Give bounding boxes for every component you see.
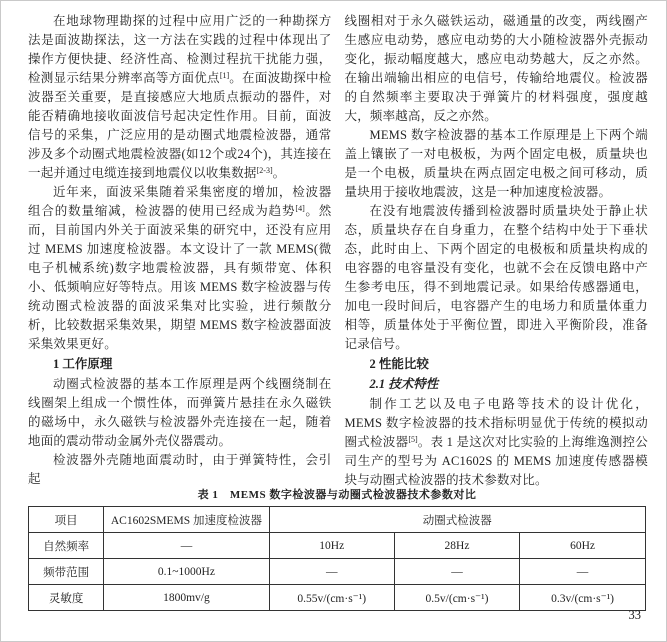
paragraph-coil-principle: 动圈式检波器的基本工作原理是两个线圈绕制在线圈架上组成一个惯性体，而弹簧片悬挂在永久磁铁的磁场中，永久磁铁与检波器外壳连接在一起，随着地面的震动带动金属外壳仪器震动。 [28, 377, 332, 448]
text-segment: 制作工艺以及电子电路等技术的设计优化，MEMS 数字检波器的技术指标明显优于传统的模拟动圈式检波器 [344, 397, 648, 449]
row-label-natural-frequency: 自然频率 [29, 533, 104, 559]
text-segment: 。然而，目前国内外关于面波采集的研究中，还没有应用过 MEMS 加速度检波器。本文设计了一款 MEMS(微电子机械系统)数字地震检波器，具有频带宽、体积小、低频响应好等特点。用该 MEMS 数字检波器与传统动圈式检波器的面波采集对比实验，进行频散分析，比较数据采集效果，期望 MEMS 数字检波器面波采集效果更好。 [28, 204, 332, 351]
table-row [29, 533, 646, 559]
parameters-table [28, 506, 646, 611]
text-segment: 。 [272, 166, 286, 180]
text-segment: 。表 1 是这次对比实验的上海维逸测控公司生产的型号为 AC1602S 的 MEMS 加速度传感器模块与动圈式检波器的技术参数对比。 [344, 435, 648, 487]
table-1-block [28, 488, 646, 611]
row-label-frequency-band: 频带范围 [29, 559, 104, 585]
paragraph-mems-balance: 在没有地震波传播到检波器时质量块处于静止状态，质量块存在自身重力，在整个结构中处于下垂状态，此时由上、下两个固定的电极板和质量块构成的电容器的电容量没有变化，也就不会在反馈电路中产生参考电压，得不到地震记录。如果给传感器通电，加电一段时间后，电容器产生的电场力和质量体重力相等，质量体处于平衡位置，即进入平衡阶段，准备记录信号。 [344, 204, 648, 351]
paragraph-technical-comparison [345, 395, 649, 490]
cell-value: — [104, 533, 269, 559]
cell-value: 0.55v/(cm·s⁻¹) [269, 585, 394, 611]
text-segment: 在地球物理勘探的过程中应用广泛的一种勘探方法是面波勘探法，这一方法在实践的过程中体现出了操作方便快捷、经济性高、检测过程抗干扰能力强，检测显示结果分辨率高等方面优点 [28, 14, 332, 85]
section-heading-working-principle: 1 工作原理 [53, 357, 113, 371]
article-body [28, 12, 648, 490]
text-segment: 。在面波勘探中检波器至关重要，是直接感应大地质点振动的器件，对能否精确地接收面波信号起决定性作用。目前，面波信号的采集，广泛应用的是动圈式地震检波器，通常涉及多个动圈式地震检波器(如12个或24个)，其连接在一起并通过电缆连接到地震仪以收集数据 [28, 71, 332, 180]
cell-value: — [520, 559, 646, 585]
cell-value: 1800mv/g [104, 585, 269, 611]
subsection-heading-technical-characteristics: 2.1 技术特性 [369, 377, 439, 391]
citation-ref-4: [4] [295, 204, 305, 214]
cell-value: 10Hz [269, 533, 394, 559]
citation-ref-2-3: [2-3] [256, 166, 273, 176]
table-caption: 表 1 MEMS 数字检波器与动圈式检波器技术参数对比 [197, 489, 477, 501]
header-cell-mems-geophone: AC1602SMEMS 加速度检波器 [104, 507, 269, 533]
paragraph-coil-principle-continued: 线圈相对于永久磁铁运动，磁通量的改变，两线圈产生感应电动势，感应电动势的大小随检波器外壳振动变化，振动幅度越大，感应电动势越大，反之亦然。在输出端输出相应的电信号，传输给地震仪。检波器的自然频率主要取决于弹簧片的材料强度，强度越大，频率越高，反之亦然。 [344, 14, 648, 123]
table-row [29, 559, 646, 585]
cell-value: 60Hz [520, 533, 646, 559]
table-row [29, 585, 646, 611]
right-column [345, 12, 649, 490]
header-cell-item: 项目 [29, 507, 104, 533]
cell-value: — [269, 559, 394, 585]
paragraph-shell-vibration: 检波器外壳随地面震动时，由于弹簧特性，会引起 [28, 453, 332, 486]
header-cell-moving-coil-geophone: 动圈式检波器 [269, 507, 645, 533]
cell-value: 0.5v/(cm·s⁻¹) [394, 585, 519, 611]
paragraph-mems-motivation [28, 183, 332, 354]
paragraph-survey-intro [28, 12, 332, 183]
row-label-sensitivity: 灵敏度 [29, 585, 104, 611]
cell-value: 0.1~1000Hz [104, 559, 269, 585]
citation-ref-5: [5] [408, 435, 418, 445]
page-number: 33 [628, 608, 641, 622]
section-heading-performance-comparison: 2 性能比较 [369, 357, 429, 371]
cell-value: — [394, 559, 519, 585]
text-segment: 近年来，面波采集随着采集密度的增加，检波器组合的数量缩减，检波器的使用已经成为趋势 [28, 185, 332, 218]
paragraph-mems-principle: MEMS 数字检波器的基本工作原理是上下两个端盖上镶嵌了一对电极板，为两个固定电极，质量块也是一个电极，质量块在两点固定电极之间可移动，质量块用于接收地震波，这是一种加速度检波器。 [344, 128, 648, 199]
citation-ref-1: [1] [219, 71, 230, 81]
cell-value: 0.3v/(cm·s⁻¹) [520, 585, 646, 611]
table-header-row [29, 507, 646, 533]
cell-value: 28Hz [394, 533, 519, 559]
left-column [28, 12, 332, 490]
